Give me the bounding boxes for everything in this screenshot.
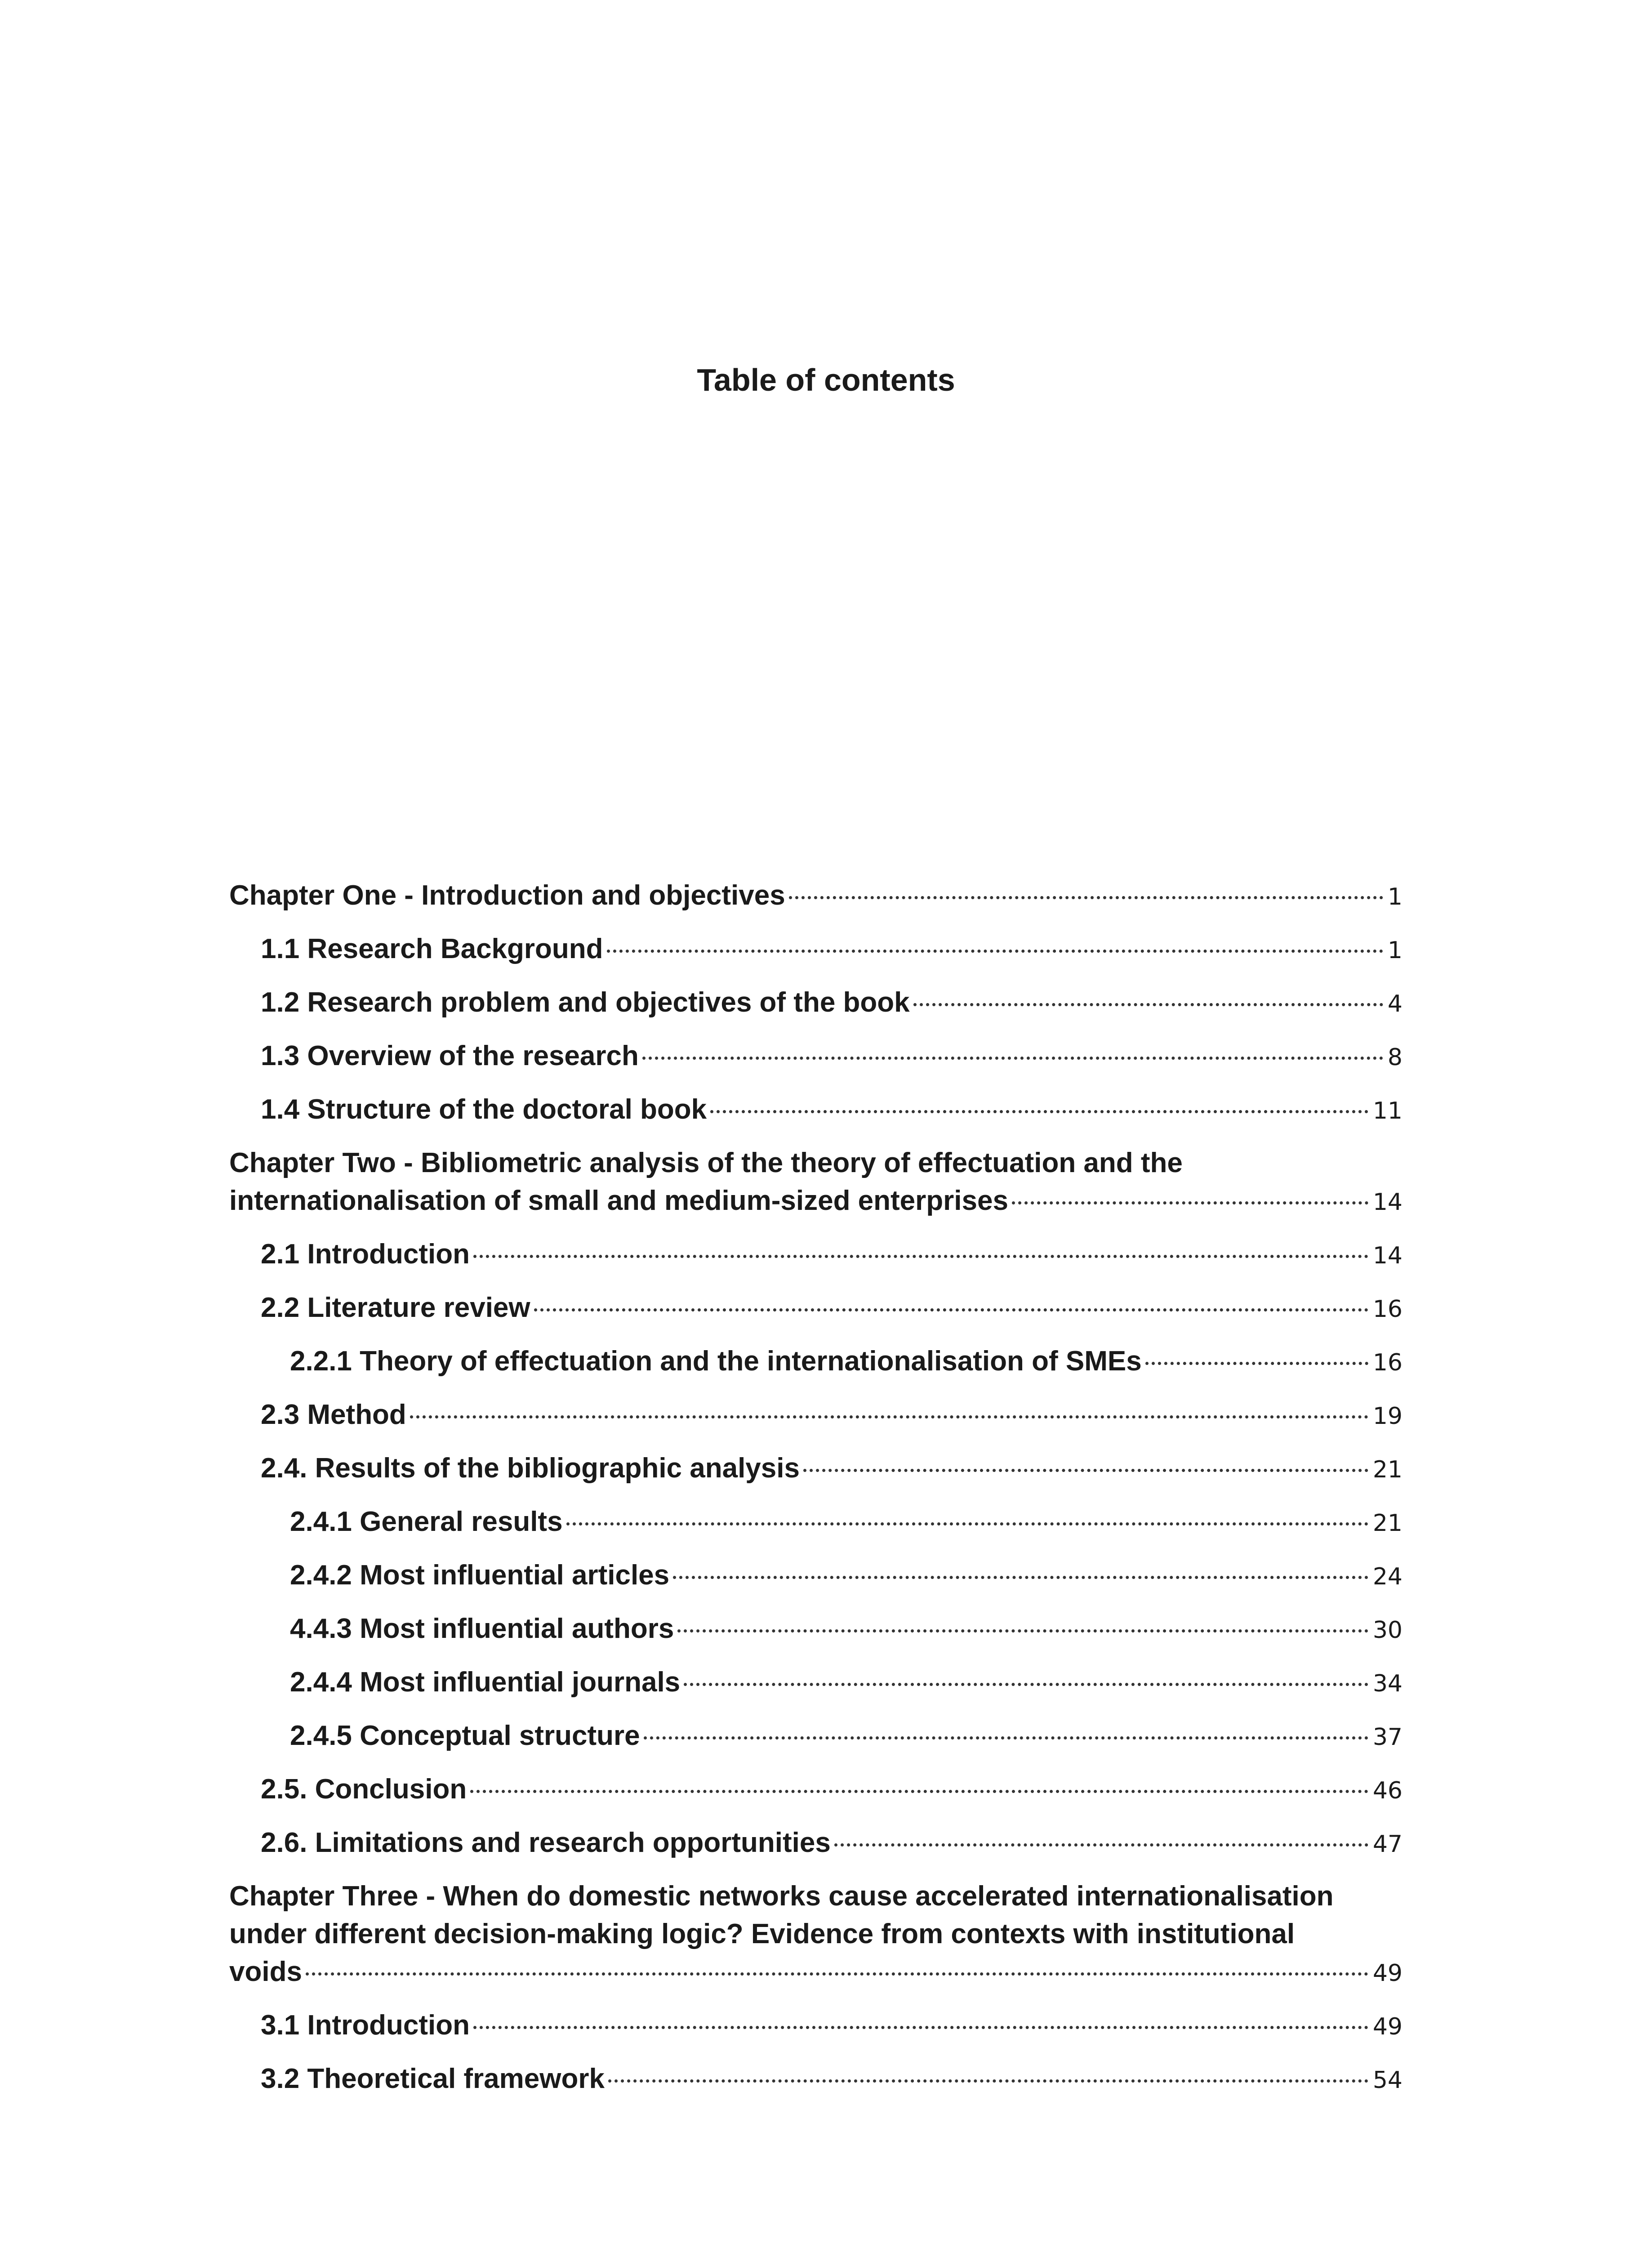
toc-entry-line xyxy=(261,2007,1403,2046)
toc-entry-page-number: 1 xyxy=(1387,883,1403,910)
toc-entry-label: 1.1 Research Background xyxy=(261,933,603,964)
dot-leader xyxy=(684,1683,1368,1686)
toc-entry-label: 2.2.1 Theory of effectuation and the internationalisation of SMEs xyxy=(290,1346,1142,1377)
dot-leader xyxy=(834,1843,1368,1847)
toc-entry[interactable] xyxy=(229,1289,1416,1328)
dot-leader xyxy=(642,1057,1383,1060)
toc-entry[interactable] xyxy=(229,1450,1416,1489)
toc-entry[interactable] xyxy=(229,1824,1416,1863)
dot-leader xyxy=(534,1308,1368,1311)
toc-entry[interactable] xyxy=(229,1610,1416,1649)
toc-entry-label: 2.5. Conclusion xyxy=(261,1774,467,1805)
toc-entry-label: 4.4.3 Most influential authors xyxy=(290,1613,674,1644)
toc-entry-line xyxy=(261,2060,1403,2099)
dot-leader xyxy=(473,2026,1368,2029)
toc-entry[interactable] xyxy=(229,984,1416,1023)
toc-entry-page-number: 49 xyxy=(1372,2013,1403,2040)
toc-entry-label: 2.4.5 Conceptual structure xyxy=(290,1720,640,1751)
toc-entry[interactable] xyxy=(229,930,1416,969)
toc-entry-line xyxy=(261,1450,1403,1489)
toc-entry-page-number: 21 xyxy=(1372,1510,1403,1537)
toc-entry[interactable] xyxy=(229,1343,1416,1382)
toc-entry-page-number: 24 xyxy=(1372,1563,1403,1590)
toc-entry-label: 2.6. Limitations and research opportunities xyxy=(261,1827,831,1858)
dot-leader xyxy=(1012,1201,1368,1204)
toc-entry-line xyxy=(261,930,1403,969)
dot-leader xyxy=(473,1255,1368,1258)
toc-entry-page-number: 30 xyxy=(1372,1617,1403,1644)
dot-leader xyxy=(677,1629,1368,1632)
toc-entry-line xyxy=(261,1091,1403,1130)
dot-leader xyxy=(608,2079,1368,2083)
toc-entry-line xyxy=(229,1182,1403,1221)
toc-entry[interactable] xyxy=(229,1717,1416,1756)
toc-entry-page-number: 14 xyxy=(1372,1189,1403,1216)
toc-entry-page-number: 54 xyxy=(1372,2067,1403,2094)
toc-entry-line xyxy=(261,1037,1403,1076)
toc-entry-page-number: 16 xyxy=(1372,1296,1403,1323)
toc-entry-label: 3.2 Theoretical framework xyxy=(261,2063,605,2094)
toc-entry[interactable] xyxy=(229,1037,1416,1076)
toc-entry-label: 2.2 Literature review xyxy=(261,1292,530,1323)
toc-entry-line xyxy=(261,1771,1403,1810)
dot-leader xyxy=(410,1415,1368,1418)
toc-entry[interactable] xyxy=(229,877,1416,916)
toc-entry-heading-text: Chapter Three - When do domestic networks cause accelerated internationalisation under different decision-making logic? Evidence from contexts with institutional xyxy=(229,1881,1334,1949)
toc-entry-label: 2.3 Method xyxy=(261,1399,406,1430)
toc-entry-label: Chapter One - Introduction and objectives xyxy=(229,880,785,911)
toc-entry-line xyxy=(261,1289,1403,1328)
toc-entry-page-number: 11 xyxy=(1372,1097,1403,1124)
toc-entry[interactable] xyxy=(229,1664,1416,1703)
toc-entry[interactable] xyxy=(229,1144,1416,1221)
toc-entry-line xyxy=(290,1717,1403,1756)
toc-entry[interactable] xyxy=(229,2060,1416,2099)
toc-entry-label: 1.3 Overview of the research xyxy=(261,1040,639,1071)
dot-leader xyxy=(306,1972,1368,1976)
dot-leader xyxy=(607,950,1383,953)
toc-entry-label: voids xyxy=(229,1956,302,1987)
toc-entry[interactable] xyxy=(229,1091,1416,1130)
toc-entry-line xyxy=(290,1557,1403,1596)
toc-entry-page-number: 21 xyxy=(1372,1456,1403,1483)
toc-entry-line xyxy=(290,1343,1403,1382)
toc-entry-page-number: 37 xyxy=(1372,1724,1403,1751)
toc-entry-page-number: 8 xyxy=(1387,1044,1403,1071)
toc-entry[interactable] xyxy=(229,1557,1416,1596)
dot-leader xyxy=(1145,1362,1368,1365)
dot-leader xyxy=(710,1110,1368,1113)
dot-leader xyxy=(913,1003,1383,1006)
toc-list xyxy=(229,877,1416,2114)
toc-entry-page-number: 47 xyxy=(1372,1831,1403,1858)
toc-entry-page-number: 34 xyxy=(1372,1670,1403,1697)
toc-entry-line xyxy=(261,984,1403,1023)
toc-entry-page-number: 14 xyxy=(1372,1242,1403,1269)
page-title: Table of contents xyxy=(697,362,955,397)
toc-entry-line xyxy=(261,1824,1403,1863)
toc-entry-page-number: 1 xyxy=(1387,937,1403,964)
toc-entry-line xyxy=(261,1236,1403,1275)
toc-entry-line xyxy=(290,1664,1403,1703)
toc-entry-label: 1.4 Structure of the doctoral book xyxy=(261,1094,707,1125)
toc-entry-page-number: 4 xyxy=(1387,990,1403,1017)
toc-entry-line xyxy=(261,1396,1403,1435)
toc-entry-line xyxy=(229,877,1403,916)
dot-leader xyxy=(470,1790,1368,1793)
toc-entry-label: 2.4.4 Most influential journals xyxy=(290,1667,681,1698)
toc-entry[interactable] xyxy=(229,1236,1416,1275)
toc-entry-label: 2.4.1 General results xyxy=(290,1506,563,1537)
toc-entry-label: 3.1 Introduction xyxy=(261,2010,470,2041)
toc-entry[interactable] xyxy=(229,1396,1416,1435)
toc-entry-line xyxy=(229,1953,1403,1992)
toc-entry-line xyxy=(290,1610,1403,1649)
dot-leader xyxy=(673,1576,1368,1579)
toc-entry[interactable] xyxy=(229,1878,1416,1992)
dot-leader xyxy=(644,1736,1368,1740)
toc-entry[interactable] xyxy=(229,2007,1416,2046)
toc-entry[interactable] xyxy=(229,1503,1416,1542)
toc-entry-label: 2.1 Introduction xyxy=(261,1239,470,1270)
toc-entry-label: 2.4.2 Most influential articles xyxy=(290,1560,670,1591)
toc-entry-page-number: 19 xyxy=(1372,1403,1403,1430)
toc-entry-label: 2.4. Results of the bibliographic analysis xyxy=(261,1453,800,1484)
toc-entry-page-number: 46 xyxy=(1372,1777,1403,1804)
toc-entry-label: internationalisation of small and medium-sized enterprises xyxy=(229,1185,1008,1216)
toc-entry-page-number: 16 xyxy=(1372,1349,1403,1376)
toc-entry-line xyxy=(290,1503,1403,1542)
dot-leader xyxy=(789,896,1383,899)
dot-leader xyxy=(566,1522,1368,1525)
dot-leader xyxy=(803,1469,1368,1472)
toc-entry-heading-text: Chapter Two - Bibliometric analysis of the theory of effectuation and the xyxy=(229,1147,1183,1178)
toc-entry[interactable] xyxy=(229,1771,1416,1810)
toc-entry-page-number: 49 xyxy=(1372,1960,1403,1987)
toc-entry-label: 1.2 Research problem and objectives of the book xyxy=(261,987,910,1018)
